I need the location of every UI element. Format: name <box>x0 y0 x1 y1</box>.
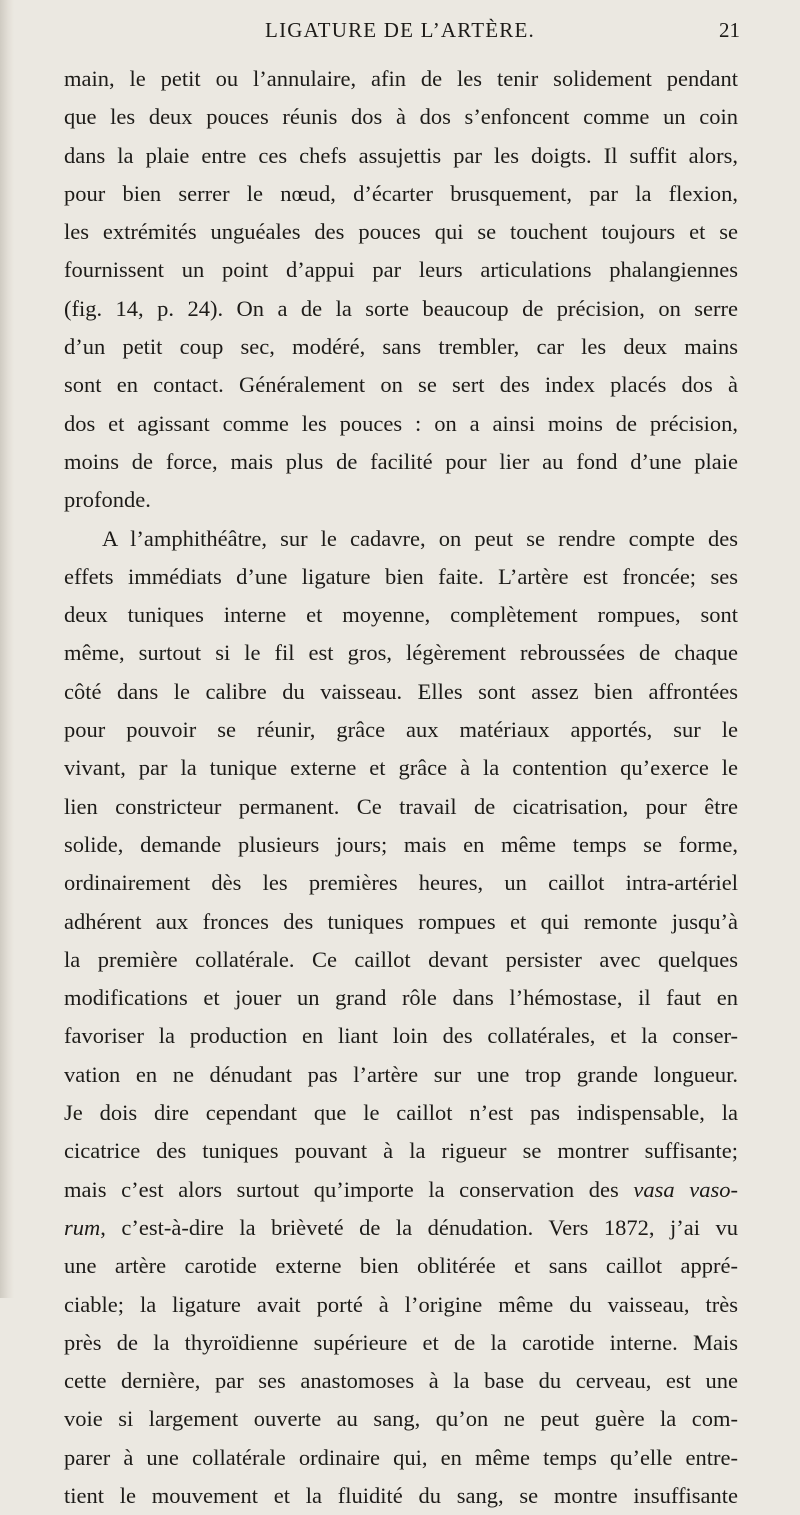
running-head <box>60 14 740 46</box>
text-line: profonde. <box>64 487 151 513</box>
text-line: une artère carotide externe bien oblitérée et sans caillot appré- <box>64 1253 738 1279</box>
text-line: parer à une collatérale ordinaire qui, en même temps qu’elle entre- <box>64 1444 738 1470</box>
text-line: côté dans le calibre du vaisseau. Elles sont assez bien affrontées <box>64 678 738 704</box>
text-line: dos et agissant comme les pouces : on a ainsi moins de précision, <box>64 410 738 436</box>
body-text <box>64 60 738 1515</box>
text-line: que les deux pouces réunis dos à dos s’enfoncent comme un coin <box>64 104 738 130</box>
text-line: ordinairement dès les premières heures, un caillot intra-artériel <box>64 870 738 896</box>
text-line: les extrémités unguéales des pouces qui se touchent toujours et se <box>64 219 738 245</box>
running-title: LIGATURE DE L’ARTÈRE. <box>265 18 535 42</box>
text-line: même, surtout si le fil est gros, légèrement rebroussées de chaque <box>64 640 738 666</box>
page-number: 21 <box>719 18 740 42</box>
text-line: dans la plaie entre ces chefs assujettis par les doigts. Il suffit alors, <box>64 142 738 168</box>
text-line: près de la thyroïdienne supérieure et de la carotide interne. Mais <box>64 1329 738 1355</box>
text-line: sont en contact. Généralement on se sert des index placés dos à <box>64 372 738 398</box>
text-line: moins de force, mais plus de facilité pour lier au fond d’une plaie <box>64 448 738 474</box>
text-line: la première collatérale. Ce caillot devant persister avec quelques <box>64 946 738 972</box>
text-line <box>64 1171 738 1209</box>
text-line: solide, demande plusieurs jours; mais en même temps se forme, <box>64 831 738 857</box>
text-line: (fig. 14, p. 24). On a de la sorte beaucoup de précision, on serre <box>64 295 738 321</box>
text-line: main, le petit ou l’annulaire, afin de les tenir solidement pendant <box>64 66 738 91</box>
text-line: favoriser la production en liant loin des collatérales, et la conser- <box>64 1023 738 1049</box>
text-line: d’un petit coup sec, modéré, sans trembler, car les deux mains <box>64 334 738 360</box>
text-line: A l’amphithéâtre, sur le cadavre, on peut se rendre compte des <box>102 525 738 551</box>
text-run: , c’est-à-dire la brièveté de la dénudation. Vers 1872, j’ai vu <box>100 1214 738 1240</box>
text-line: pour bien serrer le nœud, d’écarter brusquement, par la flexion, <box>64 180 738 206</box>
text-line: vation en ne dénudant pas l’artère sur une trop grande longueur. <box>64 1061 738 1087</box>
text-line: vivant, par la tunique externe et grâce à la contention qu’exerce le <box>64 755 738 781</box>
text-run: mais c’est alors surtout qu’importe la conservation des <box>64 1176 634 1202</box>
text-line: voie si largement ouverte au sang, qu’on ne peut guère la com- <box>64 1406 738 1432</box>
text-line: tient le mouvement et la fluidité du sang, se montre insuffisante <box>64 1482 738 1508</box>
text-line: ciable; la ligature avait porté à l’origine même du vaisseau, très <box>64 1291 738 1317</box>
text-line: cicatrice des tuniques pouvant à la rigueur se montrer suffisante; <box>64 1138 738 1164</box>
text-line: pour pouvoir se réunir, grâce aux matériaux apportés, sur le <box>64 717 738 743</box>
latin-term: rum <box>64 1214 101 1240</box>
text-line: adhérent aux fronces des tuniques rompues et qui remonte jusqu’à <box>64 908 738 934</box>
latin-term: vasa vaso- <box>633 1176 738 1202</box>
text-line: cette dernière, par ses anastomoses à la base du cerveau, est une <box>64 1368 738 1394</box>
text-line: modifications et jouer un grand rôle dans l’hémostase, il faut en <box>64 985 738 1011</box>
text-line: fournissent un point d’appui par leurs articulations phalangiennes <box>64 257 738 283</box>
text-line: effets immédiats d’une ligature bien faite. L’artère est froncée; ses <box>64 563 738 589</box>
text-line: Je dois dire cependant que le caillot n’est pas indispensable, la <box>64 1100 738 1126</box>
text-line: lien constricteur permanent. Ce travail de cicatrisation, pour être <box>64 793 738 819</box>
text-line: deux tuniques interne et moyenne, complètement rompues, sont <box>64 602 738 628</box>
text-line <box>64 1209 738 1247</box>
